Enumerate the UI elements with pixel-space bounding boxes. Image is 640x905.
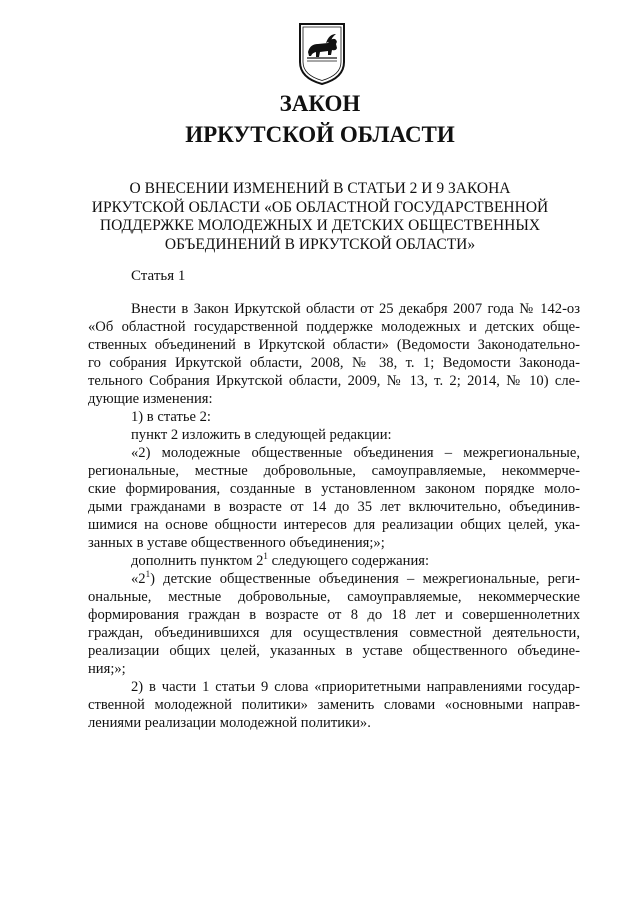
body-text: ) детские общественные объединения – межрегиональные, реги-	[150, 571, 580, 587]
body-line: ственных объединений в Иркутской области» (Ведомости Законодательно-	[88, 337, 580, 353]
body-line: дыми гражданами в возрасте от 14 до 35 лет включительно, объединив-	[88, 499, 580, 515]
body-line: формирования граждан в возрасте от 8 до 18 лет и совершеннолетних	[88, 607, 580, 623]
subtitle-line: О ВНЕСЕНИИ ИЗМЕНЕНИЙ В СТАТЬИ 2 И 9 ЗАКОНА	[129, 180, 511, 197]
body-line: реализации общих целей, указанных в уставе общественного объедине-	[88, 643, 580, 659]
body-line: 1) в статье 2:	[131, 409, 211, 425]
coat-of-arms-icon	[298, 22, 346, 86]
law-title-line: ЗАКОН	[279, 91, 361, 116]
body-line: ональные, местные добровольные, самоуправляемые, некоммерческие	[88, 589, 580, 605]
article-heading: Статья 1	[131, 268, 186, 284]
document-body	[88, 300, 580, 732]
body-line: тельного Собрания Иркутской области, 2009, № 13, т. 2; 2014, № 10) сле-	[88, 373, 580, 389]
body-line: шимися на основе общности интересов для реализации общих целей, ука-	[88, 517, 580, 533]
superscript: 1	[263, 551, 268, 561]
body-text: «2	[131, 571, 146, 587]
body-line	[88, 552, 580, 570]
body-line: лениями реализации молодежной политики».	[88, 715, 371, 731]
body-line: региональные, местные добровольные, самоуправляемые, некоммерче-	[88, 463, 580, 479]
body-line: «2) молодежные общественные объединения – межрегиональные,	[131, 445, 580, 461]
body-line: ственной молодежной политики» заменить словами «основными направ-	[88, 697, 580, 713]
body-text: следующего содержания:	[267, 553, 430, 569]
law-subtitle	[90, 180, 550, 254]
body-text: дополнить пунктом 2	[131, 553, 264, 569]
subtitle-line: ПОДДЕРЖКЕ МОЛОДЕЖНЫХ И ДЕТСКИХ ОБЩЕСТВЕННЫХ	[99, 217, 541, 234]
body-line: го собрания Иркутской области, 2008, № 38, т. 1; Ведомости Законода-	[88, 355, 580, 371]
body-line: Внести в Закон Иркутской области от 25 декабря 2007 года № 142-оз	[131, 301, 580, 317]
superscript: 1	[145, 569, 151, 579]
law-title	[0, 88, 640, 150]
body-line: граждан, объединившихся для осуществления совместной деятельности,	[88, 625, 580, 641]
body-line	[88, 570, 580, 588]
body-line: ские формирования, созданные в установленном законом порядке моло-	[88, 481, 580, 497]
body-line: 2) в части 1 статьи 9 слова «приоритетными направлениями государ-	[131, 679, 580, 695]
body-line: пункт 2 изложить в следующей редакции:	[131, 427, 392, 443]
subtitle-line: ОБЪЕДИНЕНИЙ В ИРКУТСКОЙ ОБЛАСТИ»	[164, 235, 476, 253]
body-line: дующие изменения:	[88, 391, 213, 407]
law-title-line: ИРКУТСКОЙ ОБЛАСТИ	[185, 122, 455, 147]
subtitle-line: ИРКУТСКОЙ ОБЛАСТИ «ОБ ОБЛАСТНОЙ ГОСУДАРСТВЕННОЙ	[91, 198, 549, 216]
body-line: занных в уставе общественного объединения;»;	[88, 535, 385, 551]
body-line: «Об областной государственной поддержке молодежных и детских обще-	[88, 319, 580, 335]
body-line: ния;»;	[88, 661, 126, 677]
